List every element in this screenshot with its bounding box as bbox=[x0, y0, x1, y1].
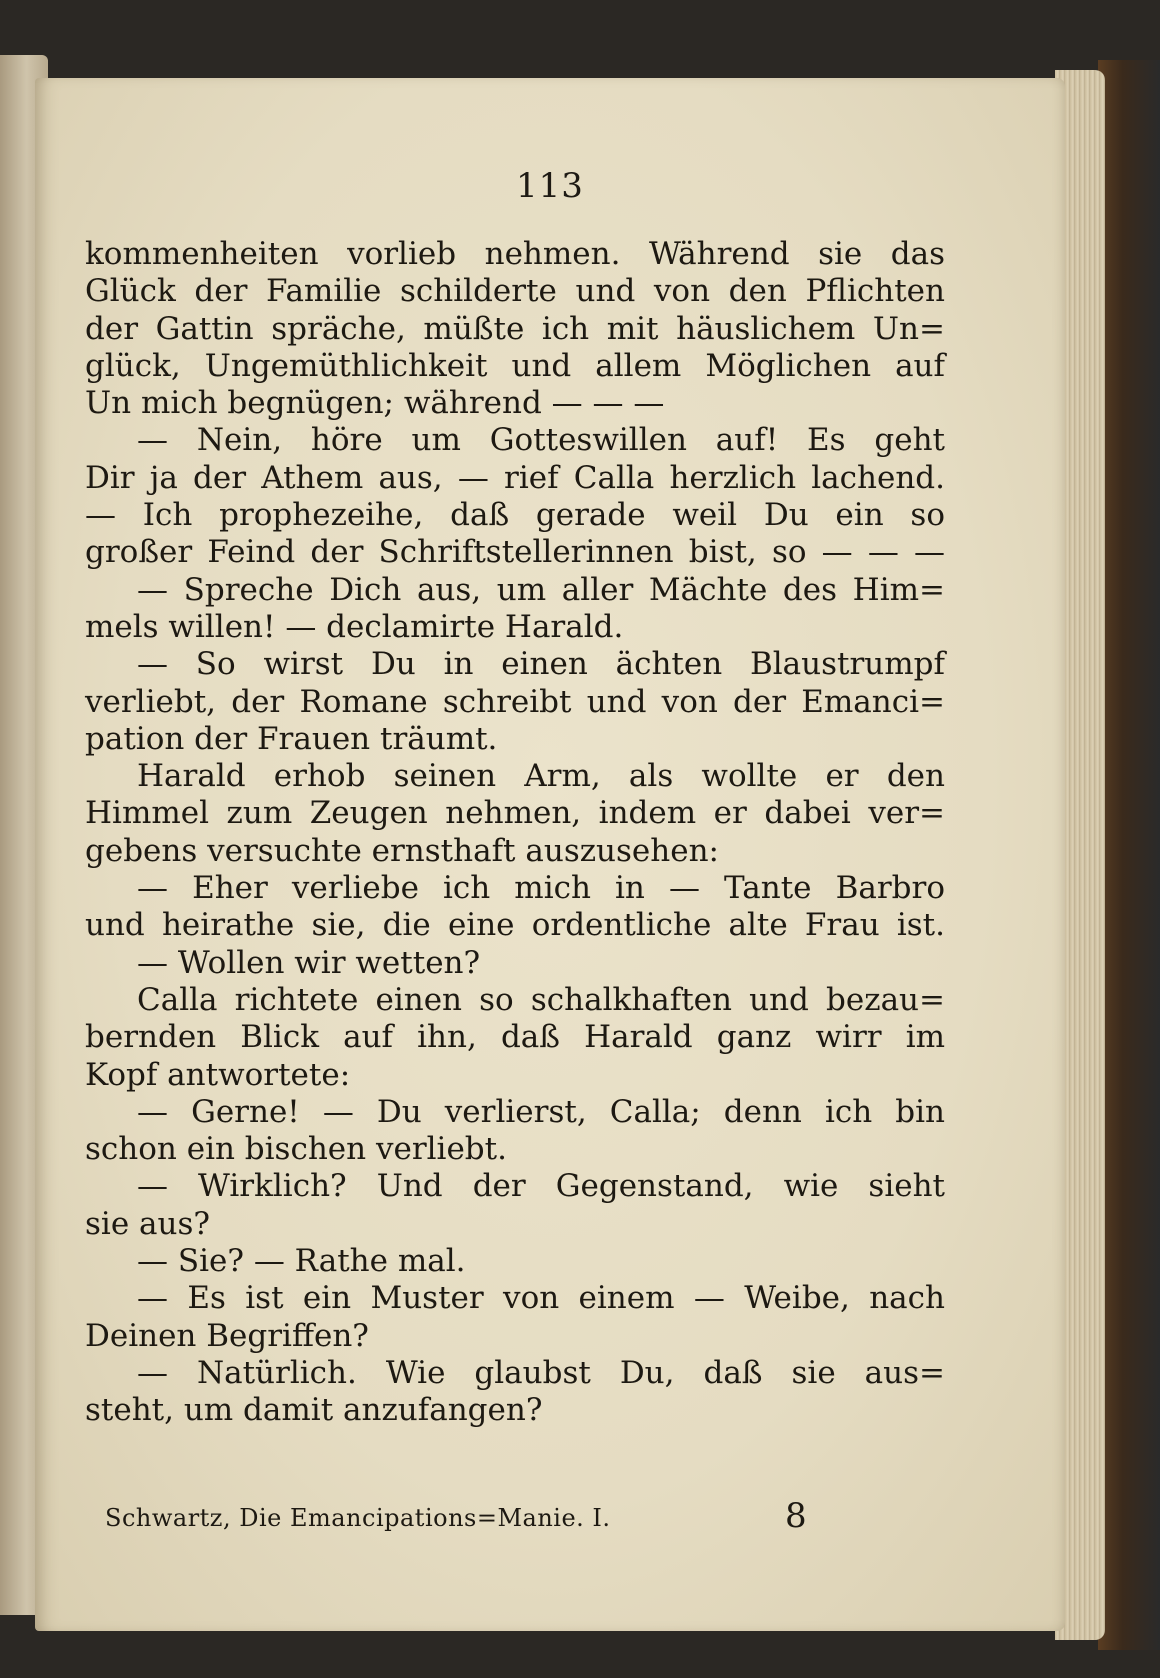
body-text bbox=[85, 236, 945, 1430]
text-line: — So wirst Du in einen ächten Blaustrumpf bbox=[137, 646, 945, 683]
text-line: Deinen Begriffen? bbox=[85, 1317, 369, 1354]
text-line: und heirathe sie, die eine ordentliche alte Frau ist. bbox=[85, 907, 945, 944]
text-line: Himmel zum Zeugen nehmen, indem er dabei ver= bbox=[85, 795, 945, 832]
text-line: Kopf antwortete: bbox=[85, 1056, 351, 1093]
text-line: — Spreche Dich aus, um aller Mächte des Him= bbox=[137, 571, 945, 608]
text-line: — Natürlich. Wie glaubst Du, daß sie aus= bbox=[137, 1354, 945, 1391]
book-cover-edge bbox=[1098, 60, 1160, 1650]
text-line: großer Feind der Schriftstellerinnen bist, so — — — bbox=[85, 534, 945, 571]
text-line: Dir ja der Athem aus, — rief Calla herzlich lachend. bbox=[85, 459, 945, 496]
text-line: der Gattin spräche, müßte ich mit häuslichem Un= bbox=[85, 310, 945, 347]
text-line: kommenheiten vorlieb nehmen. Während sie das bbox=[85, 236, 945, 272]
text-line: — Eher verliebe ich mich in — Tante Barbro bbox=[137, 870, 945, 907]
text-line: glück, Ungemüthlichkeit und allem Möglichen auf bbox=[85, 347, 945, 384]
book-page bbox=[35, 78, 1065, 1631]
text-line: pation der Frauen träumt. bbox=[85, 720, 498, 757]
text-line: bernden Blick auf ihn, daß Harald ganz wirr im bbox=[85, 1019, 945, 1056]
text-line: steht, um damit anzufangen? bbox=[85, 1392, 543, 1429]
text-line: Harald erhob seinen Arm, als wollte er den bbox=[137, 758, 945, 795]
text-line: mels willen! — declamirte Harald. bbox=[85, 608, 624, 645]
text-line: Glück der Familie schilderte und von den Pflichten bbox=[85, 273, 945, 310]
footer-title: Schwartz, Die Emancipations=Manie. I. bbox=[105, 1504, 611, 1532]
text-line: — Ich prophezeihe, daß gerade weil Du ein so bbox=[85, 497, 945, 534]
text-line: Calla richtete einen so schalkhaften und bezau= bbox=[137, 981, 945, 1018]
signature-mark: 8 bbox=[785, 1496, 807, 1536]
text-line: schon ein bischen verliebt. bbox=[85, 1131, 507, 1168]
text-line: — Gerne! — Du verlierst, Calla; denn ich bin bbox=[137, 1093, 945, 1130]
text-line: gebens versuchte ernsthaft auszusehen: bbox=[85, 832, 720, 869]
text-line: — Wollen wir wetten? bbox=[137, 944, 481, 981]
text-line: — Sie? — Rathe mal. bbox=[137, 1243, 466, 1280]
text-line: — Nein, höre um Gotteswillen auf! Es geht bbox=[137, 422, 945, 459]
page-footer bbox=[105, 1496, 965, 1536]
page-number: 113 bbox=[516, 166, 584, 206]
text-line: sie aus? bbox=[85, 1205, 210, 1242]
text-line: — Es ist ein Muster von einem — Weibe, nach bbox=[137, 1280, 945, 1317]
text-line: verliebt, der Romane schreibt und von der Emanci= bbox=[85, 683, 945, 720]
text-line: Un mich begnügen; während — — — bbox=[85, 385, 665, 422]
text-line: — Wirklich? Und der Gegenstand, wie sieht bbox=[137, 1168, 945, 1205]
